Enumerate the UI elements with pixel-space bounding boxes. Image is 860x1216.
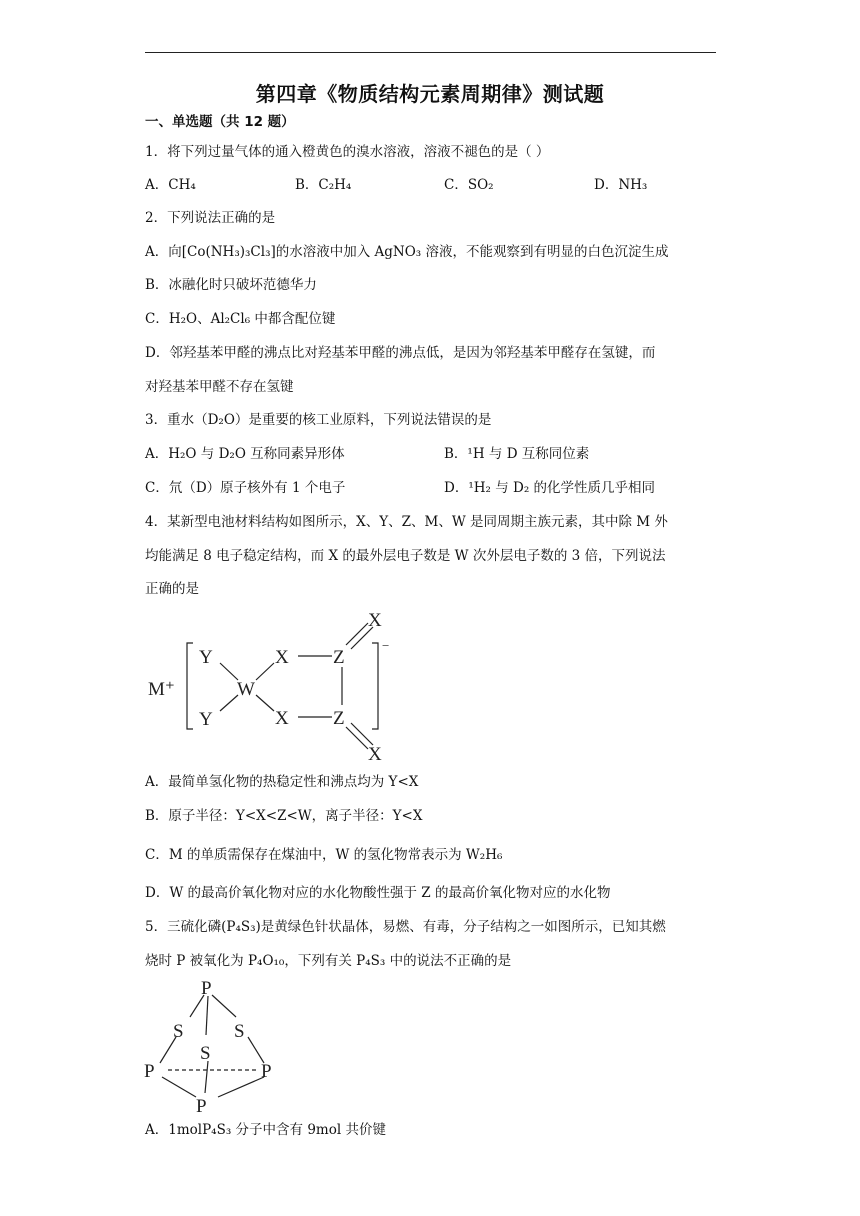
q2-stem: 2．下列说法正确的是 xyxy=(145,210,276,226)
atom-p-bottom: P xyxy=(196,1096,207,1117)
q5-stem-line2: 烧时 P 被氧化为 P₄O₁₀，下列有关 P₄S₃ 中的说法不正确的是 xyxy=(145,953,512,969)
atom-z-top: Z xyxy=(333,647,345,668)
atom-w: W xyxy=(237,679,255,700)
q4-stem-line3: 正确的是 xyxy=(145,581,199,597)
atom-z-bottom: Z xyxy=(333,708,345,729)
section-heading: 一、单选题（共 12 题） xyxy=(145,114,295,130)
q5-option-a: A．1molP₄S₃ 分子中含有 9mol 共价键 xyxy=(145,1122,386,1138)
q2-option-d-line2: 对羟基苯甲醛不存在氢键 xyxy=(145,379,294,395)
q1-option-d: D．NH₃ xyxy=(594,177,648,193)
q2-option-a: A．向[Co(NH₃)₃Cl₃]的水溶液中加入 AgNO₃ 溶液，不能观察到有明显的白色沉淀生成 xyxy=(145,244,669,260)
q3-option-c: C．氘（D）原子核外有 1 个电子 xyxy=(145,480,346,496)
q3-option-d: D．¹H₂ 与 D₂ 的化学性质几乎相同 xyxy=(444,480,656,496)
atom-p-right: P xyxy=(261,1061,272,1082)
q4-option-b: B．原子半径：Y<X<Z<W，离子半径：Y<X xyxy=(145,808,423,824)
atom-x-top-right: X xyxy=(368,610,382,631)
q4-stem-line1: 4．某新型电池材料结构如图所示，X、Y、Z、M、W 是同周期主族元素，其中除 M 外 xyxy=(145,514,668,530)
q1-option-c: C．SO₂ xyxy=(444,177,494,193)
atom-s-right: S xyxy=(234,1021,245,1042)
atom-x-bottom-right: X xyxy=(368,744,382,765)
q4-structure-figure xyxy=(140,605,400,765)
q4-option-c: C．M 的单质需保存在煤油中，W 的氢化物常表示为 W₂H₆ xyxy=(145,847,503,863)
q4-option-a: A．最简单氢化物的热稳定性和沸点均为 Y<X xyxy=(145,774,419,790)
q2-option-c: C．H₂O、Al₂Cl₆ 中都含配位键 xyxy=(145,311,336,327)
q4-option-d: D．W 的最高价氧化物对应的水化物酸性强于 Z 的最高价氧化物对应的水化物 xyxy=(145,885,611,901)
page-title: 第四章《物质结构元素周期律》测试题 xyxy=(255,82,605,106)
q4-stem-line2: 均能满足 8 电子稳定结构，而 X 的最外层电子数是 W 次外层电子数的 3 倍，下列说法 xyxy=(145,548,666,564)
atom-y-top: Y xyxy=(199,647,213,668)
atom-p-left: P xyxy=(144,1061,155,1082)
top-rule xyxy=(145,52,716,53)
atom-x-left-bottom: X xyxy=(275,708,289,729)
q2-option-d-line1: D．邻羟基苯甲醛的沸点比对羟基苯甲醛的沸点低，是因为邻羟基苯甲醛存在氢键，而 xyxy=(145,345,656,361)
q1-stem: 1．将下列过量气体的通入橙黄色的溴水溶液，溶液不褪色的是（ ） xyxy=(145,144,550,160)
atom-p-top: P xyxy=(201,978,212,999)
charge-sign: − xyxy=(382,638,390,653)
q3-option-b: B．¹H 与 D 互称同位素 xyxy=(444,446,590,462)
atom-s-left: S xyxy=(173,1021,184,1042)
q5-stem-line1: 5．三硫化磷(P₄S₃)是黄绿色针状晶体，易燃、有毒，分子结构之一如图所示，已知其燃 xyxy=(145,919,666,935)
q3-stem: 3．重水（D₂O）是重要的核工业原料，下列说法错误的是 xyxy=(145,412,492,428)
atom-x-left-top: X xyxy=(275,647,289,668)
left-bracket xyxy=(187,643,193,729)
q3-option-a: A．H₂O 与 D₂O 互称同素异形体 xyxy=(145,446,345,462)
q1-option-a: A．CH₄ xyxy=(145,177,196,193)
q1-option-b: B．C₂H₄ xyxy=(295,177,352,193)
atom-y-bottom: Y xyxy=(199,709,213,730)
q5-p4s3-figure xyxy=(140,975,290,1120)
q2-option-b: B．冰融化时只破坏范德华力 xyxy=(145,277,317,293)
atom-s-center: S xyxy=(200,1043,211,1064)
right-bracket xyxy=(372,643,378,729)
atom-m: M⁺ xyxy=(148,679,175,700)
